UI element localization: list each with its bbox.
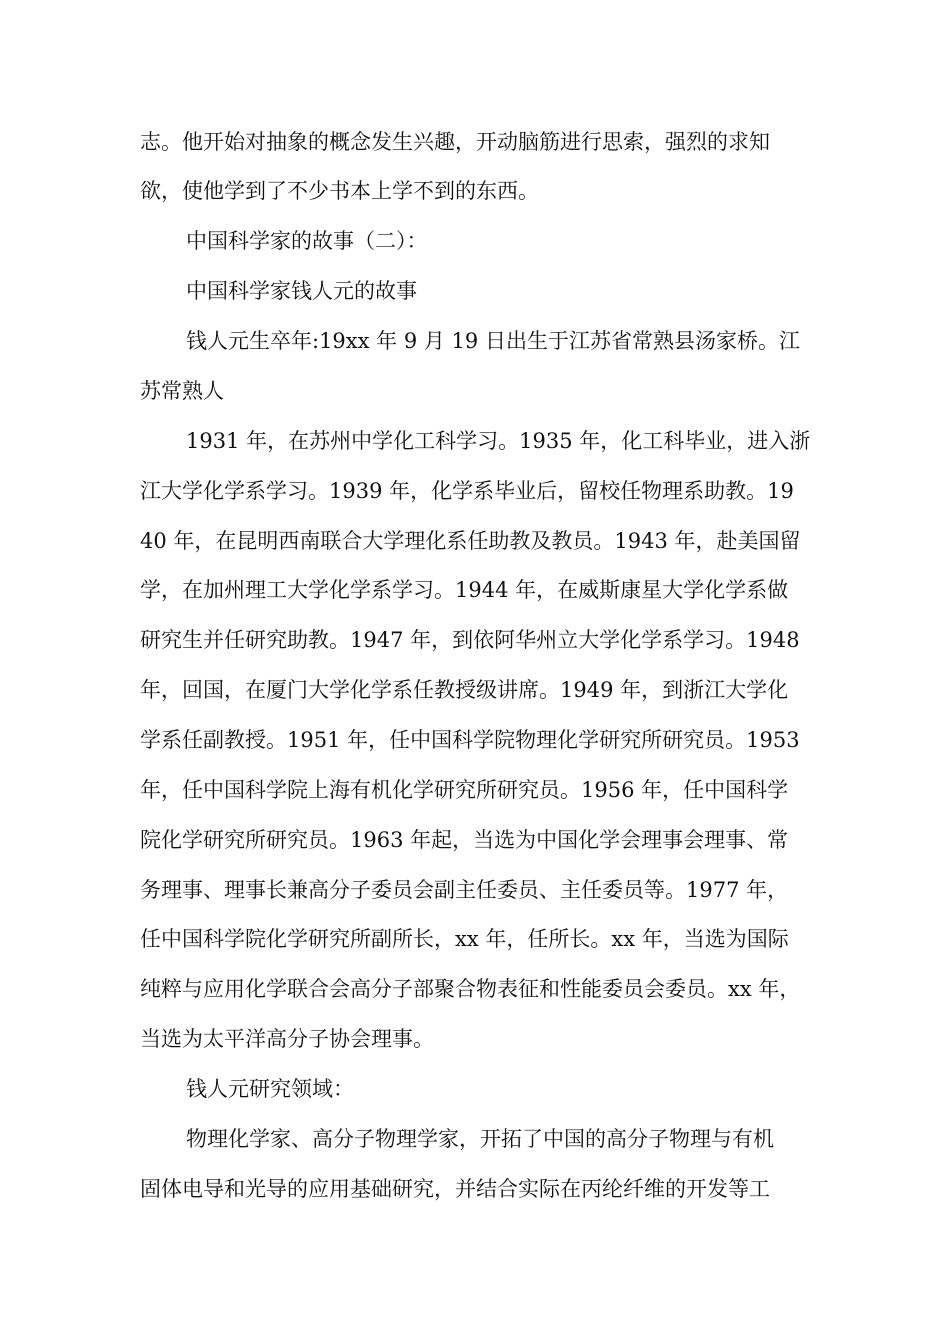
text-line: 欲，使他学到了不少书本上学不到的东西。 (140, 179, 539, 203)
section-heading: 钱人元研究领域： (186, 1077, 354, 1101)
text-line: 年，回国，在厦门大学化学系任教授级讲席。1949 年，到浙江大学化 (140, 678, 789, 702)
text-line: 物理化学家、高分子物理学家，开拓了中国的高分子物理与有机 (186, 1127, 774, 1151)
text-line: 钱人元生卒年:19xx 年 9 月 19 日出生于江苏省常熟县汤家桥。江 (186, 329, 800, 353)
text-line: 纯粹与应用化学联合会高分子部聚合物表征和性能委员会委员。xx 年， (140, 977, 801, 1001)
text-line: 志。他开始对抽象的概念发生兴趣，开动脑筋进行思索，强烈的求知 (140, 130, 770, 154)
text-line: 学系任副教授。1951 年，任中国科学院物理化学研究所研究员。1953 (140, 728, 800, 752)
text-line: 固体电导和光导的应用基础研究，并结合实际在丙纶纤维的开发等工 (140, 1177, 770, 1201)
text-line: 年，任中国科学院上海有机化学研究所研究员。1956 年，任中国科学 (140, 778, 789, 802)
section-heading: 中国科学家的故事（二）： (186, 229, 428, 253)
text-line: 任中国科学院化学研究所副所长，xx 年，任所长。xx 年，当选为国际 (140, 927, 789, 951)
text-line: 1931 年，在苏州中学化工科学习。1935 年，化工科毕业，进入浙 (186, 429, 811, 453)
text-line: 40 年，在昆明西南联合大学理化系任助教及教员。1943 年，赴美国留 (140, 529, 801, 553)
text-line: 当选为太平洋高分子协会理事。 (140, 1027, 434, 1051)
text-line: 学，在加州理工大学化学系学习。1944 年，在威斯康星大学化学系做 (140, 578, 789, 602)
text-line: 研究生并任研究助教。1947 年，到依阿华州立大学化学系学习。1948 (140, 628, 800, 652)
text-line: 院化学研究所研究员。1963 年起，当选为中国化学会理事会理事、常 (140, 828, 789, 852)
text-line: 务理事、理事长兼高分子委员会副主任委员、主任委员等。1977 年， (140, 878, 789, 902)
text-line: 苏常熟人 (140, 379, 224, 403)
article-title: 中国科学家钱人元的故事 (186, 279, 417, 303)
text-line: 江大学化学系学习。1939 年，化学系毕业后，留校任物理系助教。19 (140, 479, 794, 503)
